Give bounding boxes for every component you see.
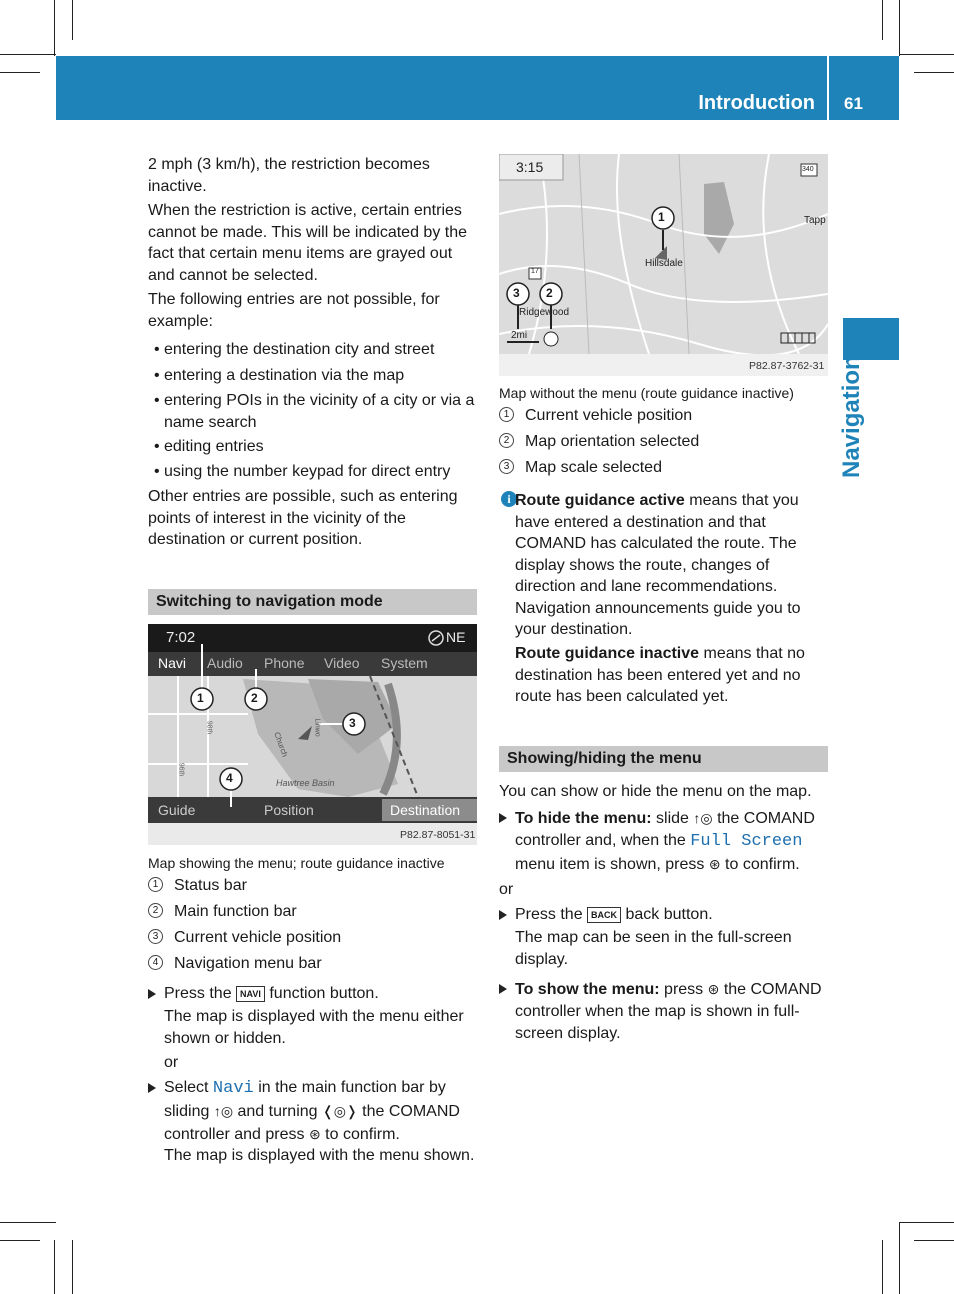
instruction-step [148, 983, 478, 1005]
step-arrow-icon [499, 910, 507, 920]
instruction-step [148, 1077, 478, 1146]
legend-item [148, 875, 247, 897]
tab-audio: Audio [207, 655, 243, 671]
legend-item [148, 927, 341, 949]
crop-mark [0, 1240, 40, 1241]
legend-number: 1 [499, 407, 514, 422]
menu-item-full-screen: Full Screen [690, 832, 803, 851]
controller-slide-icon: ↑◎ [213, 1103, 234, 1119]
legend-text: Status bar [174, 877, 247, 894]
town-label: Tapp [804, 215, 826, 226]
instruction-step [499, 807, 829, 876]
list-item: • entering POIs in the vicinity of a city or via a name search [148, 390, 478, 433]
legend-text: Navigation menu bar [174, 955, 322, 972]
map-screenshot-without-menu [499, 154, 828, 376]
callout-number: 3 [513, 286, 520, 300]
status-time: 3:15 [516, 159, 544, 175]
callout-number: 2 [251, 691, 258, 705]
or-text: or [499, 881, 514, 898]
info-paragraph [515, 643, 829, 708]
step-text: back button. [625, 906, 713, 923]
step-result: The map is displayed with the menu shown. [164, 1147, 475, 1164]
back-key-icon: BACK [587, 907, 621, 923]
tab-navi: Navi [158, 655, 187, 671]
callout-number: 2 [546, 286, 553, 300]
crop-mark [882, 0, 883, 40]
info-icon: i [501, 491, 517, 507]
street-label: Church [272, 730, 290, 759]
instruction-step [499, 904, 829, 926]
info-paragraph [515, 490, 829, 641]
menu-position: Position [264, 802, 314, 818]
paragraph: The following entries are not possible, for example: [148, 291, 440, 330]
step-text: in the main function bar by sliding [164, 1079, 446, 1120]
figure-code: P82.87-3762-31 [749, 360, 825, 372]
controller-slide-icon: ↑◎ [693, 810, 713, 826]
callout-number: 3 [349, 716, 356, 730]
page-number: 61 [844, 94, 863, 113]
map-scale-value: 2mi [511, 330, 528, 341]
legend-number: 2 [148, 903, 163, 918]
side-tab-marker [843, 318, 899, 360]
header-divider [827, 56, 829, 120]
tab-video: Video [324, 655, 360, 671]
legend-item [499, 457, 662, 479]
legend-item [148, 953, 322, 975]
step-result: The map is displayed with the menu either shown or hidden. [164, 1008, 464, 1047]
crop-mark [899, 0, 900, 56]
tab-system: System [381, 655, 428, 671]
menu-guide: Guide [158, 802, 196, 818]
side-tab-text: Navigation [838, 355, 865, 478]
menu-item-navi: Navi [212, 1079, 254, 1098]
info-text: means that no destination has been entered yet and no route has been calculated yet. [515, 645, 805, 705]
legend-number: 2 [499, 433, 514, 448]
status-time: 7:02 [166, 629, 196, 646]
menu-destination: Destination [390, 802, 461, 818]
list-item: • using the number keypad for direct entry [148, 461, 478, 483]
crop-mark [899, 1222, 900, 1294]
crop-mark [0, 54, 56, 55]
crop-mark [899, 1222, 954, 1223]
crop-mark [54, 0, 55, 56]
step-text: Press the [164, 985, 232, 1002]
step-text: to confirm. [725, 856, 800, 873]
tab-phone: Phone [264, 655, 305, 671]
info-term: Route guidance active [515, 492, 685, 509]
step-text: Select [164, 1079, 209, 1096]
road-shield: 17 [531, 268, 539, 275]
controller-press-icon: ⊛ [707, 981, 720, 997]
paragraph: 2 mph (3 km/h), the restriction becomes inactive. [148, 156, 430, 195]
callout-number: 1 [658, 210, 665, 224]
step-arrow-icon [148, 989, 156, 999]
callout-number: 4 [226, 771, 233, 785]
legend-text: Map scale selected [525, 459, 662, 476]
list-item: • editing entries [148, 436, 478, 458]
crop-mark [72, 0, 73, 40]
navi-key-icon: NAVI [236, 986, 265, 1002]
controller-press-icon: ⊛ [308, 1126, 321, 1142]
step-text: the COMAND controller and, when the [515, 810, 815, 849]
paragraph: When the restriction is active, certain entries cannot be made. This will be indicated by the fact that certain menu items are grayed out and cannot be selected. [148, 202, 468, 284]
crop-mark [914, 72, 954, 73]
crop-mark [0, 72, 40, 73]
figure-code: P82.87-8051-31 [400, 829, 476, 841]
street-label: Hawtree Basin [276, 778, 335, 788]
crop-mark [899, 54, 954, 55]
street-label: 96th [177, 762, 185, 777]
step-text: the COMAND controller when the map is shown in full-screen display. [515, 981, 822, 1042]
figure-caption: Map showing the menu; route guidance inactive [148, 855, 445, 871]
instruction-step [499, 978, 829, 1045]
legend-number: 3 [148, 929, 163, 944]
legend-item [499, 405, 692, 427]
step-arrow-icon [148, 1083, 156, 1093]
street-label: Linwo [313, 718, 321, 737]
step-text: press [664, 981, 704, 998]
controller-press-icon: ⊛ [708, 856, 721, 872]
callout-number: 1 [197, 691, 204, 705]
legend-text: Current vehicle position [525, 407, 693, 424]
chapter-title: Introduction [698, 92, 815, 114]
legend-text: Current vehicle position [174, 929, 342, 946]
step-title: To hide the menu: [515, 810, 652, 827]
or-text: or [164, 1054, 179, 1071]
legend-item [148, 901, 297, 923]
step-text: to confirm. [325, 1126, 400, 1143]
step-text: Press the [515, 906, 583, 923]
step-result: The map can be seen in the full-screen display. [515, 929, 792, 968]
legend-number: 3 [499, 459, 514, 474]
figure-caption: Map without the menu (route guidance inactive) [499, 385, 794, 401]
step-text: and turning [237, 1103, 318, 1120]
step-text: function button. [269, 985, 379, 1002]
legend-text: Map orientation selected [525, 433, 700, 450]
step-arrow-icon [499, 984, 507, 994]
step-text: menu item is shown, press [515, 856, 705, 873]
crop-mark [54, 1240, 55, 1294]
legend-number: 1 [148, 877, 163, 892]
step-text: slide [656, 810, 689, 827]
legend-text: Main function bar [174, 903, 297, 920]
paragraph: You can show or hide the menu on the map. [499, 783, 812, 800]
legend-number: 4 [148, 955, 163, 970]
header-band [56, 56, 899, 120]
legend-item [499, 431, 699, 453]
crop-mark [914, 1240, 954, 1241]
town-label: Ridgewood [519, 307, 570, 318]
map-screenshot-with-menu [148, 624, 477, 845]
step-text: the COMAND controller and press [164, 1103, 460, 1143]
info-term: Route guidance inactive [515, 645, 700, 662]
list-item: • entering the destination city and street [148, 339, 478, 361]
status-heading: NE [446, 629, 466, 645]
list-item: • entering a destination via the map [148, 365, 478, 387]
info-text: means that you have entered a destination and that COMAND has calculated the route. The display shows the route, changes of direction and lane recommendations. Navigation announcements guide you to your destination. [515, 492, 801, 638]
crop-mark [0, 1222, 56, 1223]
paragraph: Other entries are possible, such as entering points of interest in the vicinity of the destination or current position. [148, 488, 458, 548]
town-label: Hillsdale [645, 258, 683, 269]
street-label: 98th [205, 720, 213, 735]
crop-mark [72, 1240, 73, 1294]
road-shield: 340 [802, 166, 814, 173]
step-title: To show the menu: [515, 981, 660, 998]
controller-turn-icon: ❬◎❭ [322, 1103, 358, 1119]
section-heading: Switching to navigation mode [148, 589, 477, 615]
section-heading: Showing/hiding the menu [499, 746, 828, 772]
crop-mark [882, 1240, 883, 1294]
step-arrow-icon [499, 813, 507, 823]
